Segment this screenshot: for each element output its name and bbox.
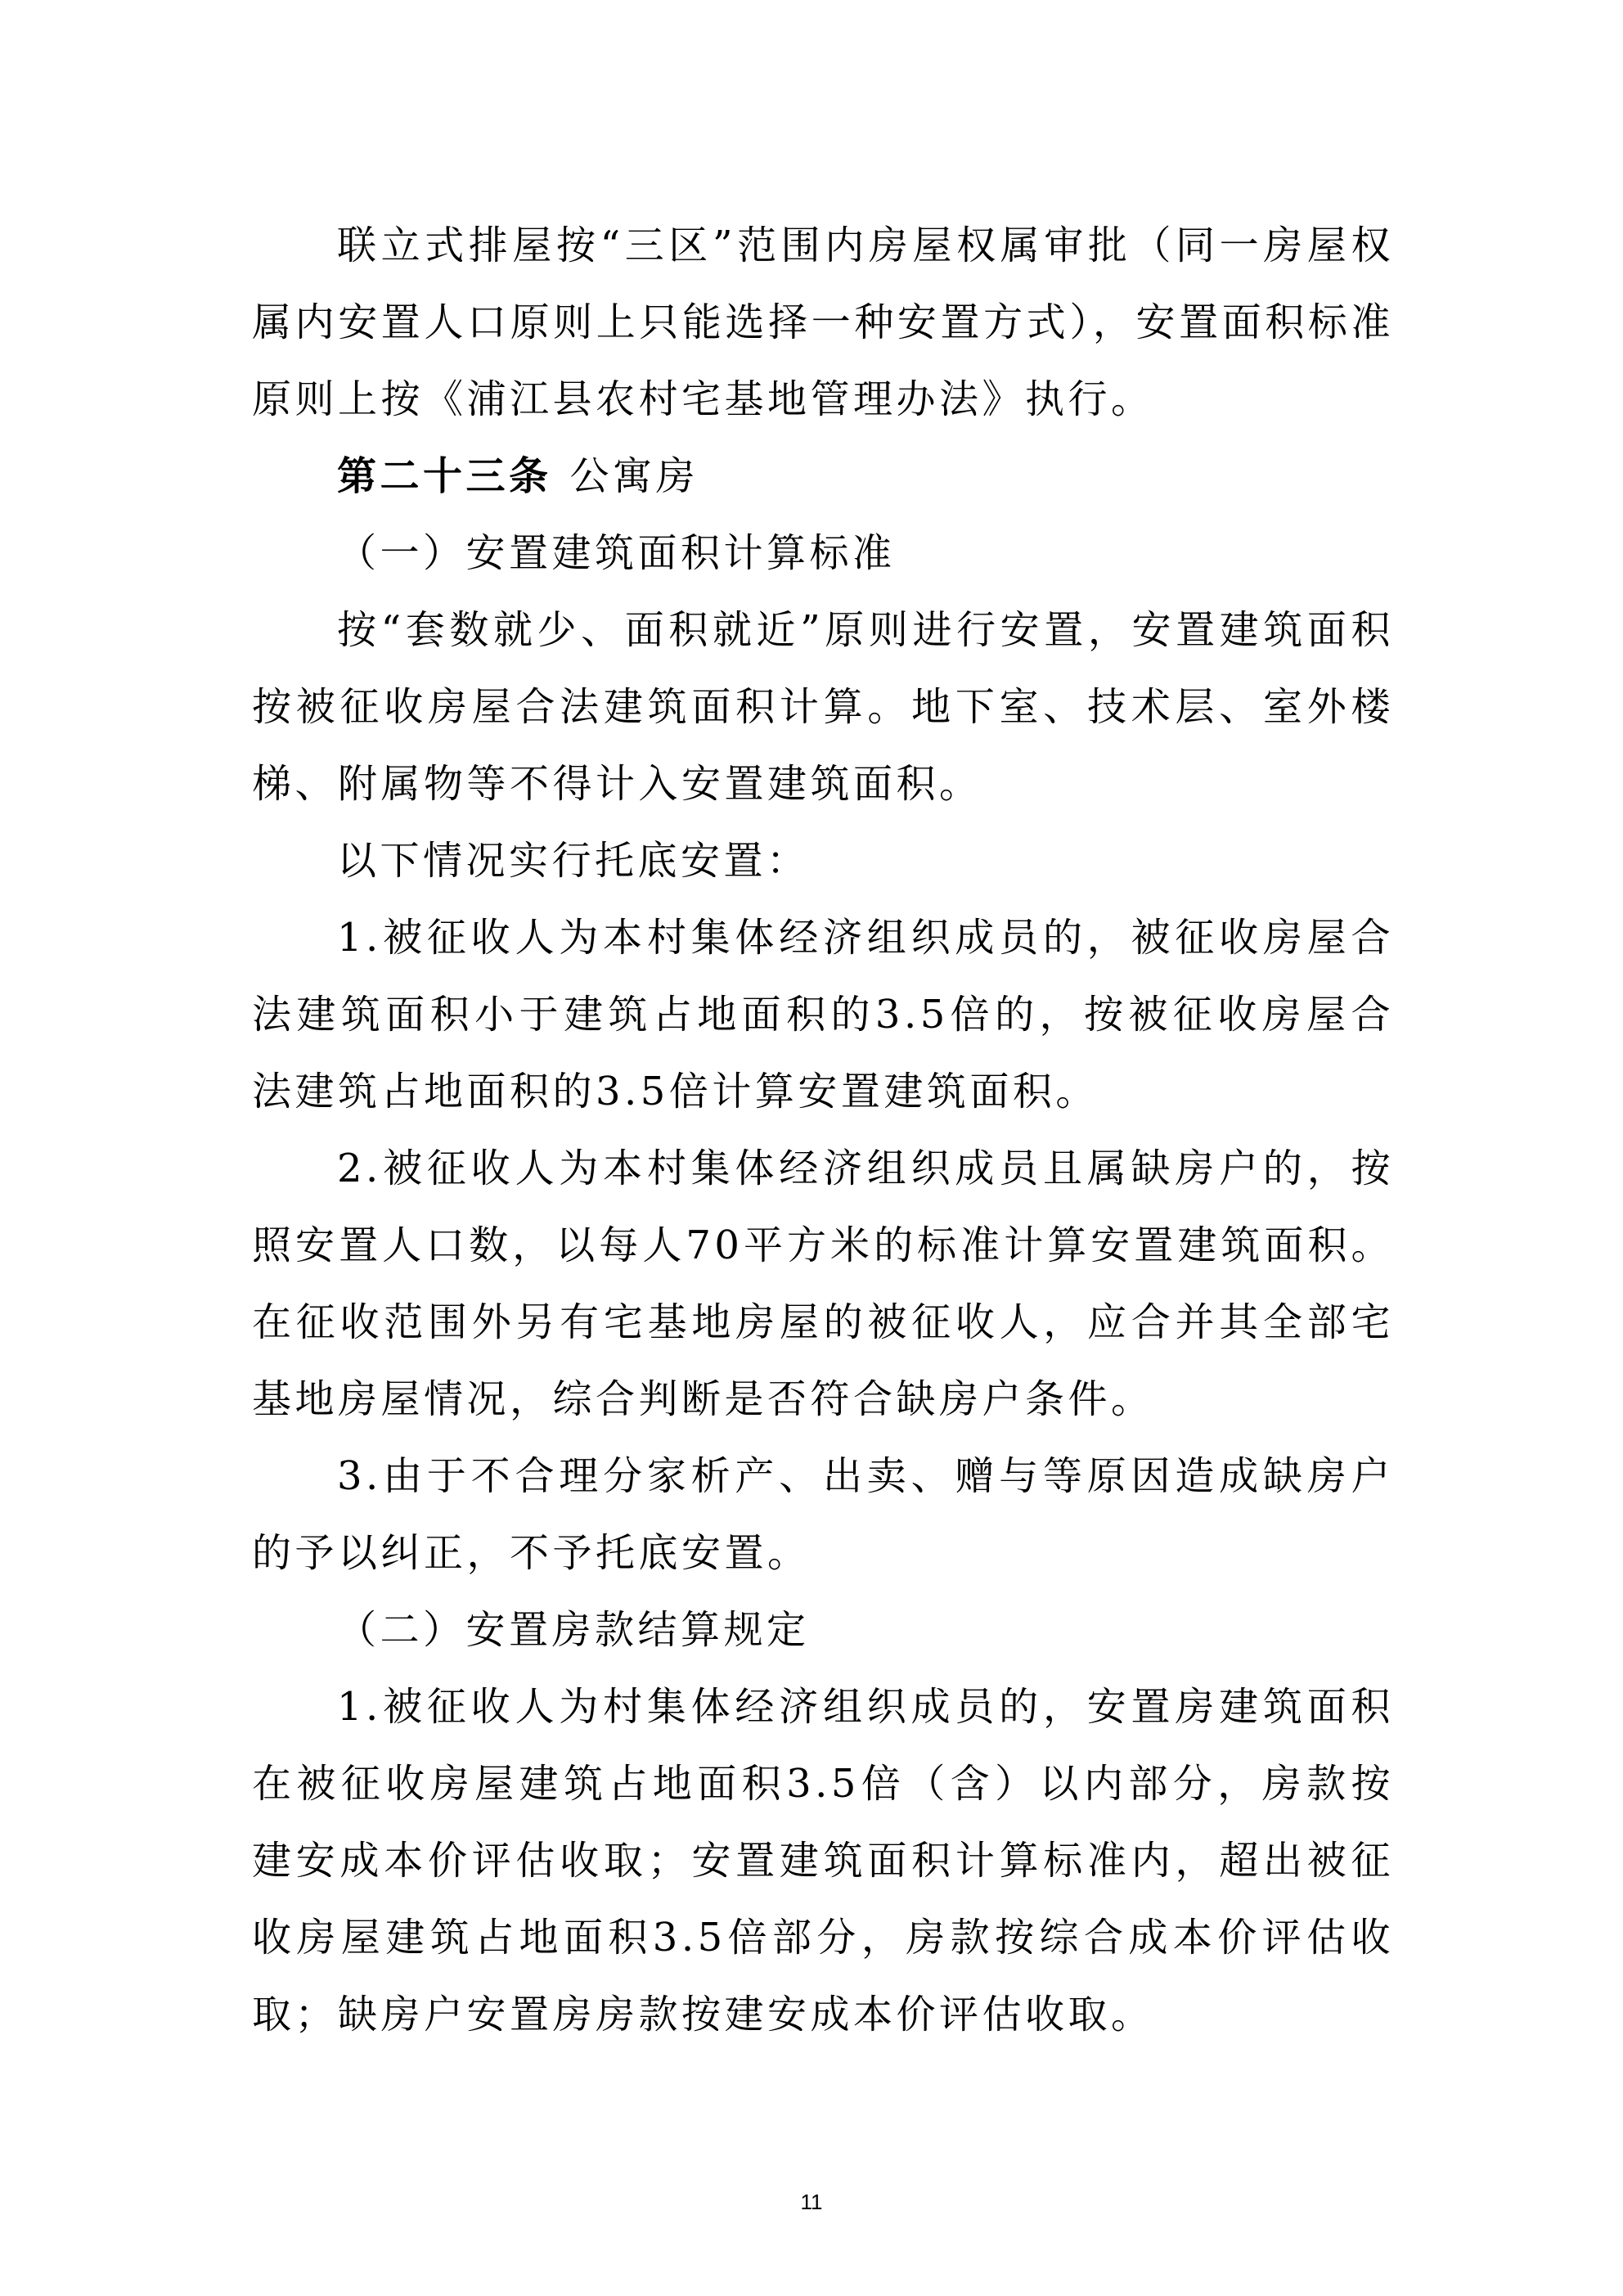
section-heading-payment-rules: （二）安置房款结算规定 [337, 1607, 810, 1653]
list-item-baseline-3: 3.由于不合理分家析产、出卖、赠与等原因造成缺房户的予以纠正，不予托底安置。 [252, 1453, 1394, 1576]
section-heading-area-standard: （一）安置建筑面积计算标准 [337, 530, 896, 576]
list-item-baseline-1: 1.被征收人为本村集体经济组织成员的，被征收房屋合法建筑面积小于建筑占地面积的3.5倍的，按被征收房屋合法建筑占地面积的3.5倍计算安置建筑面积。 [252, 915, 1394, 1114]
article-number: 第二十三条 [337, 453, 552, 499]
paragraph-baseline-intro: 以下情况实行托底安置： [337, 838, 810, 884]
body-text [252, 207, 1394, 2053]
article-heading [252, 438, 1394, 515]
list-item-payment-1: 1.被征收人为村集体经济组织成员的，安置房建筑面积在被征收房屋建筑占地面积3.5倍（含）以内部分，房款按建安成本价评估收取；安置建筑面积计算标准内，超出被征收房屋建筑占地面积3.5倍部分，房款按综合成本价评估收取；缺房户安置房房款按建安成本价评估收取。 [252, 1684, 1394, 2037]
paragraph-housing-approval: 联立式排屋按“三区”范围内房屋权属审批（同一房屋权属内安置人口原则上只能选择一种安置方式），安置面积标准原则上按《浦江县农村宅基地管理办法》执行。 [252, 223, 1394, 422]
list-item-baseline-2: 2.被征收人为本村集体经济组织成员且属缺房户的，按照安置人口数，以每人70平方米的标准计算安置建筑面积。在征收范围外另有宅基地房屋的被征收人，应合并其全部宅基地房屋情况，综合判断是否符合缺房户条件。 [252, 1146, 1394, 1422]
page-number: 11 [800, 2190, 823, 2214]
article-title: 公寓房 [569, 453, 699, 499]
paragraph-area-principle: 按“套数就少、面积就近”原则进行安置，安置建筑面积按被征收房屋合法建筑面积计算。地下室、技术层、室外楼梯、附属物等不得计入安置建筑面积。 [252, 607, 1394, 807]
